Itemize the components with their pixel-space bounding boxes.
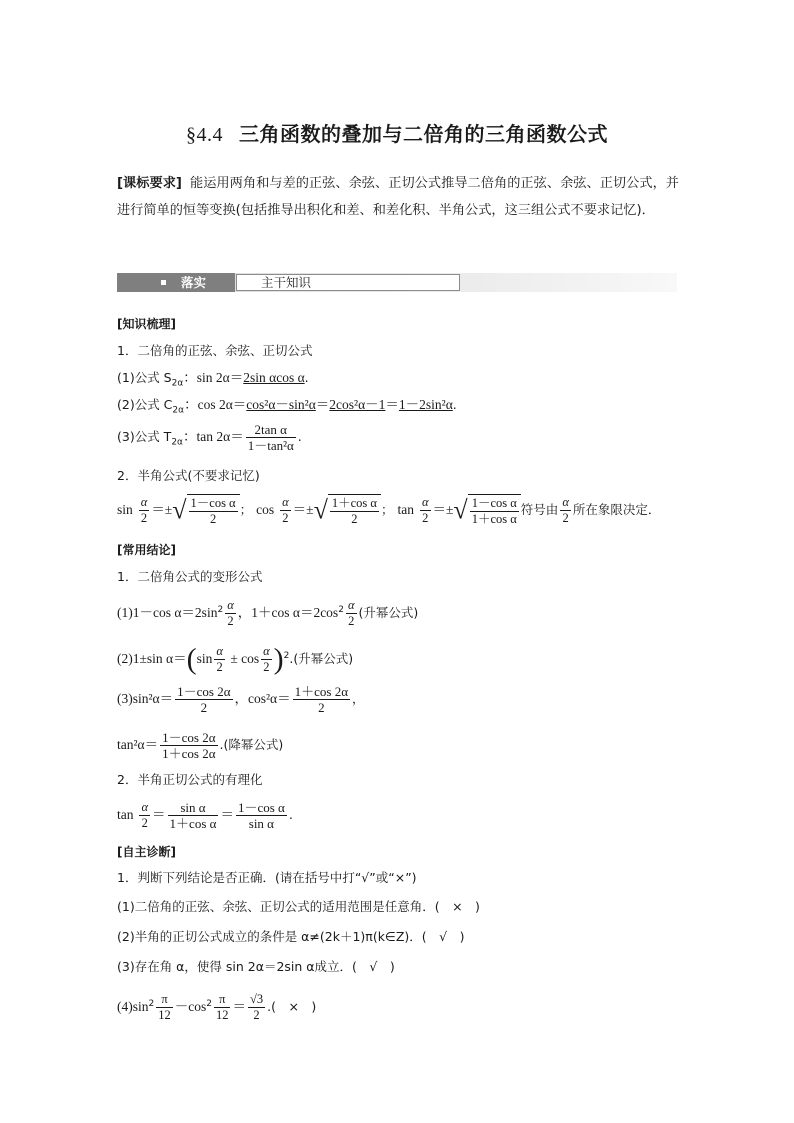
requirement-tag: [课标要求] (117, 176, 182, 191)
heading-zhishi: [知识梳理] (117, 317, 176, 331)
sqrt-tan: √ $\frac{\text{1－cos α}}{\text{1＋cos α}}$ (453, 494, 520, 527)
item-k1: 1．二倍角的正弦、余弦、正切公式 (117, 343, 313, 358)
answer-t2a: $\frac{\text{2tan α}}{\text{1－tan²α}}$ (247, 422, 294, 453)
section-number: §4.4 (186, 124, 223, 146)
banner-dark-label: 落实 (117, 273, 235, 292)
item-z1: 1．判断下列结论是否正确．(请在括号中打“√”或“×”) (117, 870, 417, 885)
formula-c2a: (2)公式 $C_{2\alpha}$：cos 2α＝cos²α－sin²α＝2cos²α－1＝1－2sin²α. (117, 397, 457, 416)
item-c1: 1．二倍角公式的变形公式 (117, 569, 263, 584)
formula-c1-2: (2)1±sin α＝(sin $\frac{\alpha}{2}$ ± cos $\frac{\alpha}{2}$ )$^2$.(升幂公式) (117, 642, 354, 676)
judge-3: (3)存在角 α，使得 sin 2α＝2sin α成立．( √ ) (117, 959, 395, 974)
sqrt-cos: √ $\frac{\text{1＋cos α}}{2}$ (314, 494, 381, 527)
formula-s2a: (1)公式 $S_{2\alpha}$：sin 2α＝2sin αcos α. (117, 370, 309, 389)
page-title (0, 118, 794, 147)
formula-c1-4: tan²α＝ $\frac{1-\cos 2\alpha}{1+\cos 2\alpha}$ .(降幂公式) (117, 730, 284, 761)
judge-4: $(4)\sin^2$ $\frac{\pi}{12}$ $-\cos^2$ $\frac{\pi}{12}$ ＝ $\frac{√3}{2}$ .( × ) (117, 992, 317, 1022)
item-k2: 2．半角公式(不要求记忆) (117, 468, 260, 483)
title-text: 三角函数的叠加与二倍角的三角函数公式 (239, 122, 608, 146)
answer-c2a-2: 2cos²α－1 (329, 397, 386, 412)
section-banner (117, 273, 677, 292)
judge-1: (1)二倍角的正弦、余弦、正切公式的适用范围是任意角．( × ) (117, 899, 480, 914)
square-bullet-icon (161, 280, 166, 285)
formula-c1-1: (1)1－cos $\alpha=2\sin^2$ $\frac{\alpha}{2}$ ，1＋cos $\alpha=2\cos^2$ $\frac{\alpha}{2}$ (升幂公式) (117, 598, 419, 628)
judge-2: (2)半角的正切公式成立的条件是 α≠(2k＋1)π(k∈Z)．( √ ) (117, 929, 465, 944)
formula-c1-3: (3)sin²α＝ $\frac{1-\cos 2\alpha}{2}$ ，cos²α＝ $\frac{1+\cos 2\alpha}{2}$ ， (117, 684, 365, 715)
formula-c2: tan $\frac{\alpha}{2}$ ＝ $\frac{\text{sin α}}{\text{1＋cos α}}$ ＝ $\frac{\text{1－cos α}}{\text{sin α}}$ . (117, 800, 293, 831)
banner-light-label: 主干知识 (236, 274, 460, 291)
requirement-text: 能运用两角和与差的正弦、余弦、正切公式推导二倍角的正弦、余弦、正切公式，并进行简单的恒等变换(包括推导出积化和差、和差化积、半角公式，这三组公式不要求记忆)． (117, 176, 679, 218)
answer-c2a-3: 1－2sin²α (398, 397, 453, 412)
half-angle-formulas: sin $\frac{\alpha}{2}$ ＝±√ $\frac{\text{1－cos α}}{2}$ ； cos $\frac{\alpha}{2}$ ＝±√ $\frac{\text{1＋cos α}}{2}$ ； tan $\frac{\alpha}{2}$ ＝±√ $\frac{\text{1－cos α}}{\text{1＋cos α}}$ 符号由 $\frac{\alpha}{2}$ 所在象限决定． (117, 495, 661, 526)
formula-t2a: (3)公式 $T_{2\alpha}$：tan 2α＝ $\frac{\text{2tan α}}{\text{1－tan²α}}$ . (117, 422, 302, 453)
answer-c2a-1: cos²α－sin²α (246, 397, 316, 412)
answer-s2a: 2sin αcos α (243, 370, 305, 385)
heading-changyong: [常用结论] (117, 543, 176, 557)
item-c2: 2．半角正切公式的有理化 (117, 772, 263, 787)
heading-zizhu: [自主诊断] (117, 845, 176, 859)
sqrt-sin: √ $\frac{\text{1－cos α}}{2}$ (172, 494, 239, 527)
curriculum-requirement (117, 170, 679, 224)
